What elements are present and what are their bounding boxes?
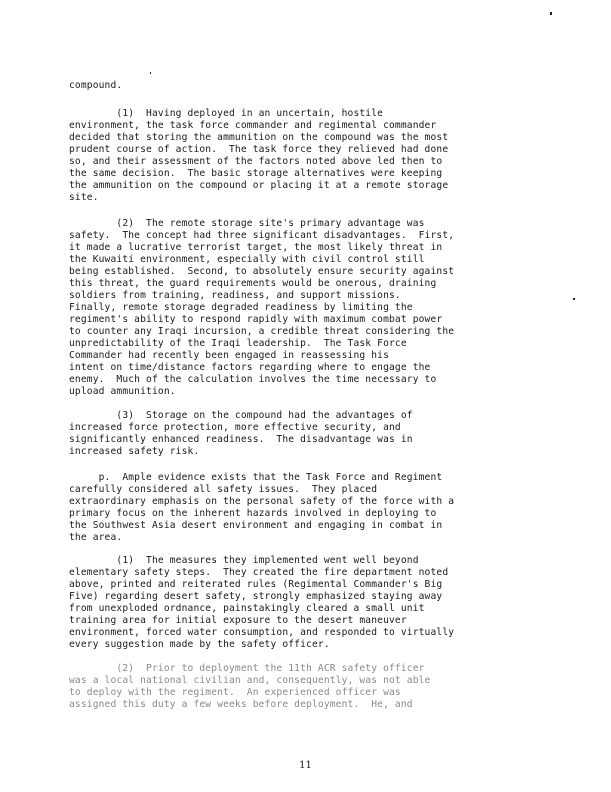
text-line: safety. The concept had three significant disadvantages. First, — [69, 230, 455, 241]
text-line: the same decision. The basic storage alternatives were keeping — [69, 168, 443, 179]
text-line: the Kuwaiti environment, especially with civil control still — [69, 254, 425, 265]
text-line: environment, the task force commander and regimental commander — [69, 120, 437, 131]
speck-mark — [150, 72, 151, 74]
text-line: from unexploded ordnance, painstakingly cleared a small unit — [69, 603, 425, 614]
text-line: (1) The measures they implemented went well beyond — [69, 555, 419, 566]
text-line: increased force protection, more effective security, and — [69, 422, 401, 433]
text-line: (1) Having deployed in an uncertain, hostile — [69, 108, 384, 119]
text-line: assigned this duty a few weeks before deployment. He, and — [69, 699, 413, 710]
text-line: this threat, the guard requirements would be onerous, draining — [69, 278, 437, 289]
text-line: every suggestion made by the safety officer. — [69, 639, 330, 650]
text-line: Five) regarding desert safety, strongly emphasized staying away — [69, 591, 443, 602]
text-line: it made a lucrative terrorist target, the most likely threat in — [69, 242, 443, 253]
text-line: extraordinary emphasis on the personal safety of the force with a — [69, 496, 455, 507]
text-line: upload ammunition. — [69, 386, 176, 397]
speck-mark — [573, 298, 575, 300]
text-line: (2) The remote storage site's primary advantage was — [69, 218, 425, 229]
text-line: regiment's ability to respond rapidly with maximum combat power — [69, 314, 443, 325]
text-line: above, printed and reiterated rules (Regimental Commander's Big — [69, 579, 443, 590]
text-line: the ammunition on the compound or placing it at a remote storage — [69, 180, 449, 191]
text-line: (3) Storage on the compound had the advantages of — [69, 410, 413, 421]
text-line: site. — [69, 192, 99, 203]
text-line: unpredictability of the Iraqi leadership. The Task Force — [69, 338, 407, 349]
text-line: was a local national civilian and, consequently, was not able — [69, 675, 431, 686]
text-line: being established. Second, to absolutely ensure security against — [69, 266, 455, 277]
text-line: significantly enhanced readiness. The disadvantage was in — [69, 434, 413, 445]
text-line: environment, forced water consumption, and responded to virtually — [69, 627, 455, 638]
text-line: to deploy with the regiment. An experienced officer was — [69, 687, 401, 698]
text-line: enemy. Much of the calculation involves the time necessary to — [69, 374, 437, 385]
page-number: 11 — [299, 760, 312, 771]
text-line: primary focus on the inherent hazards involved in deploying to — [69, 508, 437, 519]
text-line: the area. — [69, 532, 123, 543]
text-line: so, and their assessment of the factors noted above led then to — [69, 156, 443, 167]
text-line: the Southwest Asia desert environment and engaging in combat in — [69, 520, 443, 531]
text-line: Finally, remote storage degraded readiness by limiting the — [69, 302, 413, 313]
text-line: (2) Prior to deployment the 11th ACR safety officer — [69, 663, 425, 674]
text-line: soldiers from training, readiness, and support missions. — [69, 290, 401, 301]
speck-mark — [550, 12, 552, 15]
text-line: increased safety risk. — [69, 446, 200, 457]
text-line: Commander had recently been engaged in reassessing his — [69, 350, 389, 361]
text-line: to counter any Iraqi incursion, a credible threat considering the — [69, 326, 455, 337]
text-line: training area for initial exposure to the desert maneuver — [69, 615, 407, 626]
text-line: elementary safety steps. They created the fire department noted — [69, 567, 449, 578]
text-line: intent on time/distance factors regarding where to engage the — [69, 362, 431, 373]
text-line: decided that storing the ammunition on the compound was the most — [69, 132, 449, 143]
text-line: compound. — [69, 80, 123, 91]
text-line: carefully considered all safety issues. They placed — [69, 484, 378, 495]
text-line: prudent course of action. The task force they relieved had done — [69, 144, 449, 155]
text-line: p. Ample evidence exists that the Task Force and Regiment — [69, 472, 443, 483]
